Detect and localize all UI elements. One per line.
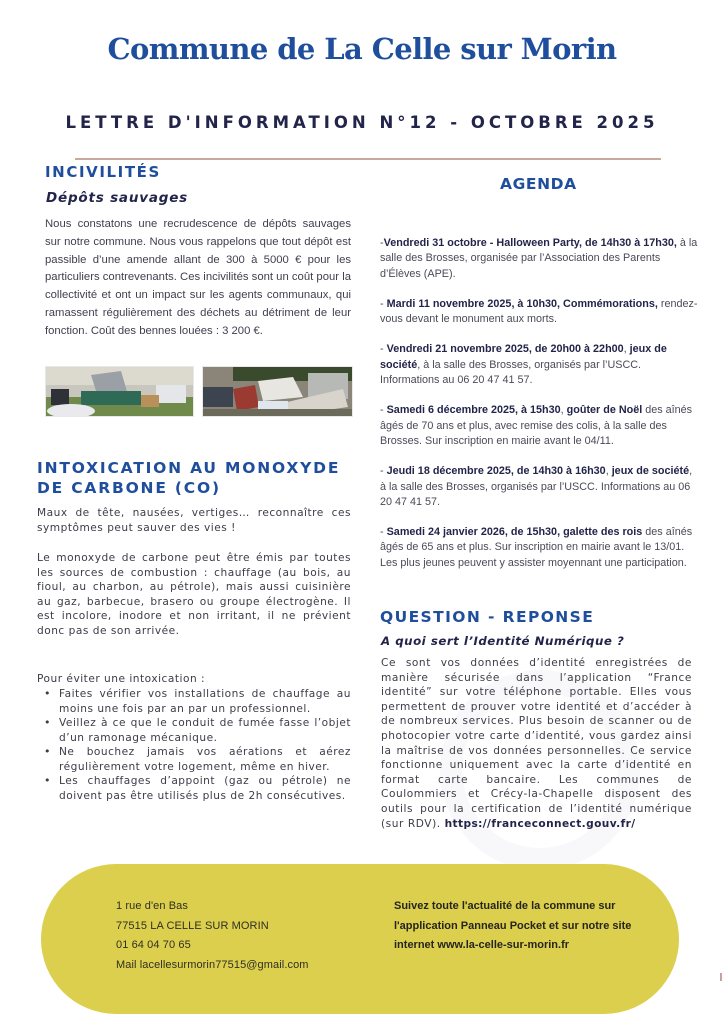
franceconnect-link[interactable]: https://franceconnect.gouv.fr/: [444, 817, 636, 830]
section-heading-incivilites: INCIVILITÉS: [45, 163, 161, 181]
event-title: Jeudi 18 décembre 2025, de 14h30 à 16h30: [386, 465, 606, 478]
section-heading-agenda: AGENDA: [500, 175, 577, 193]
incivilites-paragraph: Nous constatons une recrudescence de dépôts sauvages sur notre commune. Nous vous rappelons que tout dépôt est passible d’une amende allant de 300 à 5000 € pour les particuliers contrevenants. Ces incivilités sont un coût pour la collectivité et ont un impact sur les agents communaux, qui ramassent régulièrement des déchets au détriment de leur fonction. Coût des bennes louées : 3 200 €.: [45, 218, 351, 337]
prevention-tips-list: [37, 687, 351, 803]
event-prefix: -: [380, 237, 384, 249]
event-activity: jeux de société: [611, 465, 690, 478]
tip-item: • Veillez à ce que le conduit de fumée fasse l’objet d’un ramonage mécanique.: [37, 716, 351, 745]
monoxyde-list-intro: Pour éviter une intoxication :: [37, 673, 206, 685]
event-title: Vendredi 21 novembre 2025, de 20h00 à 22h00: [386, 343, 624, 356]
monoxyde-intro: Maux de tête, nausées, vertiges… reconnaître ces symptômes peut sauver des vies !: [37, 507, 351, 534]
agenda-event: [380, 464, 700, 510]
question-subheading: A quoi sert l’Identité Numérique ?: [381, 634, 625, 648]
event-title: Samedi 6 décembre 2025, à 15h30: [386, 404, 561, 417]
event-title: Vendredi 31 octobre - Halloween Party, de 14h30 à 17h30,: [383, 237, 677, 249]
address-line-1: 1 rue d'en Bas: [116, 900, 188, 912]
question-answer-paragraph: [381, 656, 692, 831]
answer-text: Ce sont vos données d’identité enregistrées de manière sécurisée dans l’application “France identité” sur votre téléphone portable. Elles vous permettent de prouver votre identité et d’accéder à de nombreux services. Plus besoin de scanner ou de photocopier votre carte d’identité, vous gardez ainsi la maîtrise de vos données personnelles. Ce service fonctionne uniquement avec la carte d’identité en format carte bancaire. Les communes de Coulommiers et Crécy-la-Chapelle disposent des outils pour la certification de l’identité numérique (sur RDV).: [381, 657, 692, 830]
event-separator: ,: [605, 465, 612, 478]
event-details: , à la salle des Brosses, organisés par l’USCC. Informations au 06 20 47 41 57.: [380, 358, 642, 387]
edge-mark: [720, 973, 722, 981]
address-line-2: 77515 LA CELLE SUR MORIN: [116, 919, 269, 932]
event-details: des aînés âgés de 70 ans et plus, avec remise des colis, à la salle des Brosses. Sur inscription en mairie avant le 04/11.: [380, 404, 693, 447]
event-separator: ,: [623, 343, 630, 356]
agenda-event: [380, 297, 700, 328]
event-title: Mardi 11 novembre 2025, à 10h30, Commémorations,: [386, 297, 658, 310]
subheading-depots-sauvages: Dépôts sauvages: [46, 190, 189, 206]
contact-info: [116, 897, 309, 975]
event-prefix: -: [380, 465, 387, 478]
agenda-event: [380, 525, 700, 571]
event-prefix: -: [380, 526, 387, 539]
newsletter-subtitle: LETTRE D'INFORMATION N°12 - OCTOBRE 2025: [65, 113, 659, 132]
email-address[interactable]: Mail lacellesurmorin77515@gmail.com: [116, 958, 309, 971]
section-heading-monoxyde: INTOXICATION AU MONOXYDE DE CARBONE (CO): [37, 459, 341, 497]
section-heading-question-reponse: QUESTION - REPONSE: [380, 608, 595, 626]
event-details: rendez-vous devant le monument aux morts.: [380, 297, 698, 326]
event-prefix: -: [380, 404, 387, 417]
event-prefix: -: [380, 343, 387, 356]
tip-item: • Faites vérifier vos installations de chauffage au moins une fois par an par un professionnel.: [37, 687, 351, 716]
event-prefix: -: [380, 297, 387, 310]
agenda-event: [380, 342, 700, 388]
event-activity: goûter de Noël: [566, 404, 643, 417]
page-title: Commune de La Celle sur Morin: [107, 32, 617, 66]
monoxyde-paragraph: Le monoxyde de carbone peut être émis par toutes les sources de combustion : chauffage (au bois, au fioul, au charbon, au pétrole), mais aussi cuisinière au gaz, barbecue, brasero ou groupe électrogène. Il est incolore, inodore et non irritant, il ne prévient donc pas de son arrivée.: [37, 552, 351, 637]
agenda-list: [380, 236, 700, 586]
agenda-event: [380, 403, 700, 449]
event-activity: jeux de société: [380, 343, 667, 371]
event-separator: ,: [560, 404, 567, 417]
event-details: des aînés âgés de 65 ans et plus. Sur inscription en mairie avant le 13/01. Les plus jeunes peuvent y assister moyennant une participation.: [380, 526, 693, 569]
agenda-event: [380, 236, 700, 282]
tip-item: • Les chauffages d’appoint (gaz ou pétrole) ne doivent pas être utilisés plus de 2h consécutives.: [37, 774, 351, 803]
illegal-dumping-photo-2: [202, 366, 353, 417]
illegal-dumping-photo-1: [45, 366, 194, 417]
event-details: à la salle des Brosses, organisée par l’Association des Parents d’Élèves (APE).: [380, 237, 698, 280]
header-divider: [75, 158, 661, 160]
follow-us-text: Suivez toute l'actualité de la commune sur l'application Panneau Pocket et sur notre site internet www.la-celle-sur-morin.fr: [394, 900, 632, 952]
event-title: Samedi 24 janvier 2026, de 15h30, galette des rois: [386, 526, 643, 539]
phone-number: 01 64 04 70 65: [116, 939, 191, 952]
tip-item: • Ne bouchez jamais vos aérations et aérez régulièrement votre logement, même en hiver.: [37, 745, 351, 774]
event-details: , à la salle des Brosses, organisés par l’USCC. Informations au 06 20 47 41 57.: [380, 465, 693, 508]
